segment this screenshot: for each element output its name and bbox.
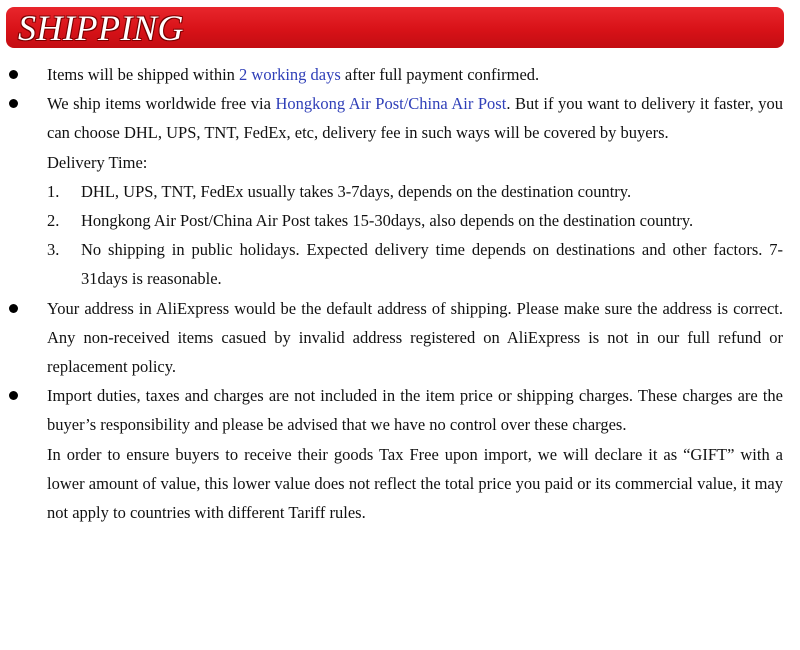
policy-item-text: Your address in AliExpress would be the default address of shipping. Please make sure the address is correct. Any non-received items casued by invalid address registered on AliExpress is not in our full refund or replacement policy.	[47, 298, 783, 377]
policy-item-text-gift: In order to ensure buyers to receive their goods Tax Free upon import, we will declare it as “GIFT” with a lower amount of value, this lower value does not reflect the total price you paid or its commercial value, it may not apply to countries with different Tariff rules.	[47, 444, 783, 523]
banner-title: SHIPPING	[18, 8, 184, 48]
delivery-time-heading: Delivery Time:	[47, 152, 148, 172]
text-fragment: Items will be shipped within	[47, 65, 240, 84]
highlight-working-days: 2 working days	[239, 65, 341, 84]
shipping-policy-list	[0, 60, 800, 527]
bullet-icon	[9, 70, 18, 79]
text-fragment: after full payment confirmed.	[340, 65, 540, 84]
policy-item-address	[0, 294, 800, 382]
list-number: 1.	[47, 181, 60, 201]
bullet-icon	[9, 99, 18, 108]
list-item-text: Hongkong Air Post/China Air Post takes 15-30days, also depends on the destination country.	[81, 211, 694, 231]
delivery-time-item-1	[47, 177, 783, 206]
shipping-banner	[6, 7, 784, 48]
list-number: 2.	[47, 211, 60, 231]
delivery-time-item-2	[47, 206, 783, 235]
list-item-text: No shipping in public holidays. Expected delivery time depends on destinations and other factors. 7-31days is reasonable.	[81, 240, 783, 289]
list-number: 3.	[47, 240, 60, 260]
policy-item-import-duties	[0, 381, 800, 527]
delivery-time-item-3	[47, 235, 783, 293]
policy-item-text	[47, 60, 783, 89]
policy-item-text	[47, 89, 783, 147]
text-fragment: We ship items worldwide free via	[47, 94, 276, 114]
bullet-icon	[9, 304, 18, 313]
highlight-air-post: Hongkong Air Post/China Air Post	[275, 94, 507, 114]
text-fragment: . But if you want to delivery it faster, you can choose DHL, UPS, TNT, FedEx, etc, delivery fee in such ways will be covered by buyers.	[47, 94, 783, 143]
policy-item-text: Import duties, taxes and charges are not included in the item price or shipping charges. These charges are the buyer’s responsibility and please be advised that we have no control over these charges.	[47, 386, 783, 435]
policy-item-worldwide-shipping	[0, 89, 800, 293]
policy-item-shipping-time	[0, 60, 800, 89]
bullet-icon	[9, 391, 18, 400]
list-item-text: DHL, UPS, TNT, FedEx usually takes 3-7days, depends on the destination country.	[81, 181, 632, 201]
